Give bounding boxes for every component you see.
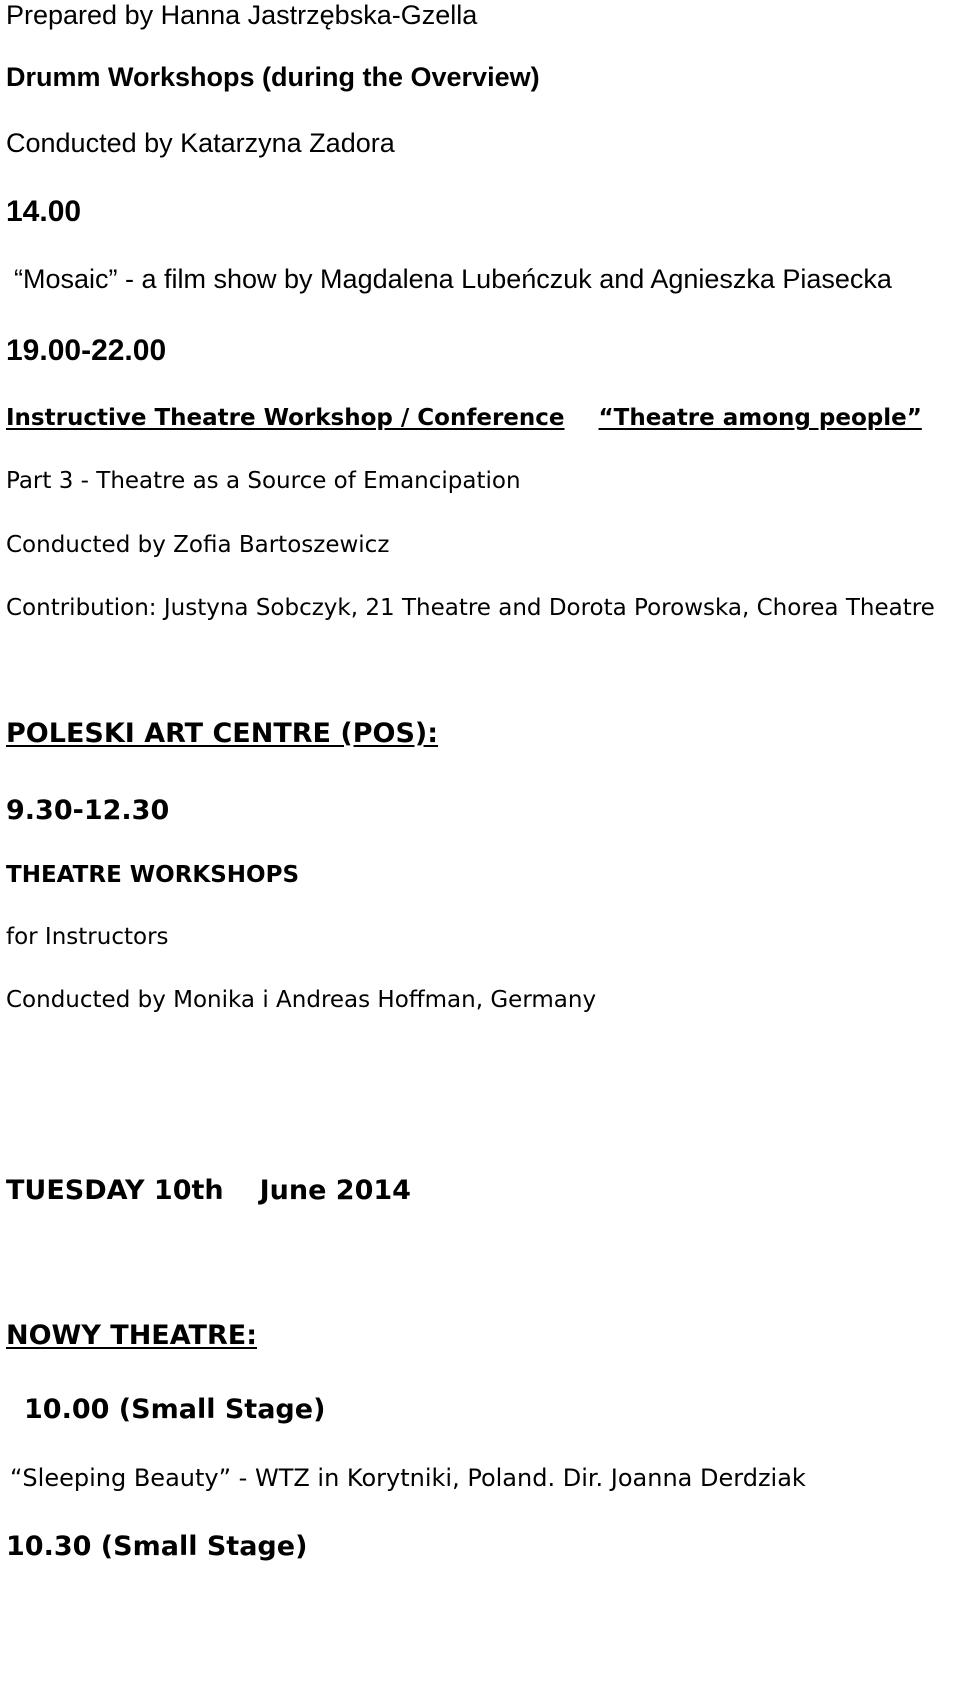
time-19-00-22-00: 19.00-22.00 <box>6 334 167 367</box>
instructive-subtitle: “Theatre among people” <box>598 405 922 431</box>
time-10-30-small-stage: 10.30 (Small Stage) <box>6 1531 308 1562</box>
theatre-workshops: THEATRE WORKSHOPS <box>6 862 300 888</box>
tuesday-date <box>6 1177 411 1204</box>
june-label: June 2014 <box>259 1175 411 1206</box>
nowy-theatre-heading: NOWY THEATRE: <box>6 1320 257 1351</box>
time-14-00: 14.00 <box>6 195 82 228</box>
tuesday-label: TUESDAY 10th <box>6 1175 224 1206</box>
contribution-line: Contribution: Justyna Sobczyk, 21 Theatre and Dorota Porowska, Chorea Theatre <box>6 595 935 621</box>
instructive-theatre-workshop <box>6 407 922 430</box>
conducted-by-zofia: Conducted by Zofia Bartoszewicz <box>6 532 390 558</box>
prepared-by: Prepared by Hanna Jastrzębska-Gzella <box>6 0 478 30</box>
conducted-by-hoffman: Conducted by Monika i Andreas Hoffman, Germany <box>6 987 597 1013</box>
time-10-00-small-stage: 10.00 (Small Stage) <box>24 1394 326 1425</box>
mosaic-film-show: “Mosaic” - a film show by Magdalena Lubeńczuk and Agnieszka Piasecka <box>14 264 892 294</box>
poleski-art-centre-heading: POLESKI ART CENTRE (POS): <box>6 718 439 749</box>
part-3-emancipation: Part 3 - Theatre as a Source of Emancipation <box>6 468 521 494</box>
instructive-title: Instructive Theatre Workshop / Conference <box>6 405 565 431</box>
drumm-workshops-title: Drumm Workshops (during the Overview) <box>6 62 540 92</box>
time-9-30-12-30: 9.30-12.30 <box>6 795 170 826</box>
sleeping-beauty: “Sleeping Beauty” - WTZ in Korytniki, Poland. Dir. Joanna Derdziak <box>10 1464 806 1492</box>
drumm-conducted-by: Conducted by Katarzyna Zadora <box>6 128 395 158</box>
for-instructors: for Instructors <box>6 924 169 950</box>
